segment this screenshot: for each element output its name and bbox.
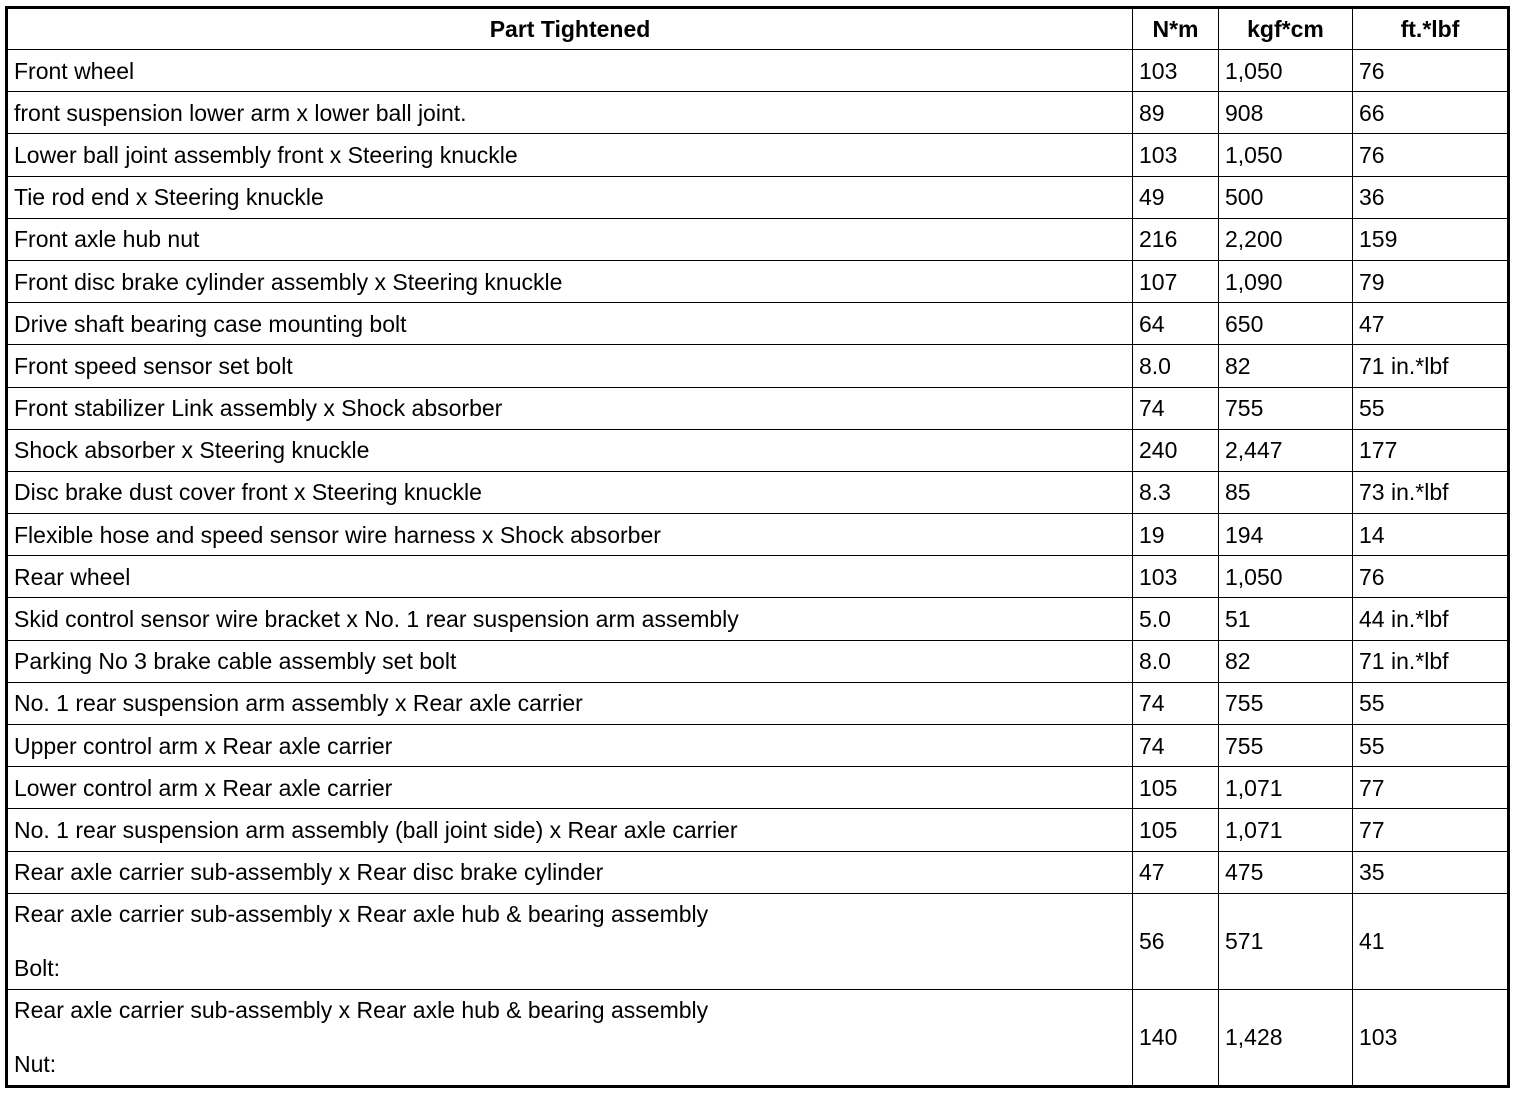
cell-ft-lbf: 66: [1353, 92, 1509, 134]
cell-part: [7, 893, 1133, 989]
cell-nm: 8.3: [1133, 471, 1219, 513]
cell-nm: 105: [1133, 809, 1219, 851]
cell-nm: 240: [1133, 429, 1219, 471]
cell-kgf-cm: 1,050: [1219, 134, 1353, 176]
cell-ft-lbf: 35: [1353, 851, 1509, 893]
cell-kgf-cm: 755: [1219, 682, 1353, 724]
table-row: [7, 556, 1509, 598]
table-row: [7, 303, 1509, 345]
cell-nm: 105: [1133, 767, 1219, 809]
cell-ft-lbf: 55: [1353, 725, 1509, 767]
cell-part: No. 1 rear suspension arm assembly x Rear axle carrier: [7, 682, 1133, 724]
cell-kgf-cm: 51: [1219, 598, 1353, 640]
cell-kgf-cm: 1,050: [1219, 50, 1353, 92]
cell-kgf-cm: 2,200: [1219, 218, 1353, 260]
cell-nm: 103: [1133, 556, 1219, 598]
table-row: [7, 176, 1509, 218]
table-row: [7, 387, 1509, 429]
cell-ft-lbf: 76: [1353, 50, 1509, 92]
cell-nm: 74: [1133, 682, 1219, 724]
cell-ft-lbf: 77: [1353, 767, 1509, 809]
header-ft-lbf: ft.*lbf: [1353, 8, 1509, 50]
cell-kgf-cm: 650: [1219, 303, 1353, 345]
cell-ft-lbf: 47: [1353, 303, 1509, 345]
table-row: [7, 640, 1509, 682]
table-row: [7, 989, 1509, 1086]
cell-part: Front stabilizer Link assembly x Shock absorber: [7, 387, 1133, 429]
table-row: [7, 682, 1509, 724]
cell-nm: 64: [1133, 303, 1219, 345]
table-row: [7, 725, 1509, 767]
cell-ft-lbf: 14: [1353, 514, 1509, 556]
cell-kgf-cm: 1,428: [1219, 989, 1353, 1086]
cell-ft-lbf: 76: [1353, 134, 1509, 176]
cell-nm: 47: [1133, 851, 1219, 893]
table-body: [7, 50, 1509, 1087]
cell-part: front suspension lower arm x lower ball joint.: [7, 92, 1133, 134]
cell-kgf-cm: 1,071: [1219, 767, 1353, 809]
cell-ft-lbf: 36: [1353, 176, 1509, 218]
torque-specification-table: [5, 6, 1510, 1088]
cell-part-sub-label: Nut:: [14, 1051, 57, 1078]
cell-part: Lower ball joint assembly front x Steering knuckle: [7, 134, 1133, 176]
cell-nm: 216: [1133, 218, 1219, 260]
cell-kgf-cm: 1,050: [1219, 556, 1353, 598]
cell-kgf-cm: 475: [1219, 851, 1353, 893]
cell-part: Disc brake dust cover front x Steering knuckle: [7, 471, 1133, 513]
cell-nm: 103: [1133, 134, 1219, 176]
cell-kgf-cm: 2,447: [1219, 429, 1353, 471]
cell-kgf-cm: 755: [1219, 387, 1353, 429]
cell-nm: 89: [1133, 92, 1219, 134]
cell-ft-lbf: 55: [1353, 387, 1509, 429]
table-row: [7, 50, 1509, 92]
table-row: [7, 767, 1509, 809]
cell-kgf-cm: 82: [1219, 345, 1353, 387]
cell-nm: 140: [1133, 989, 1219, 1086]
cell-ft-lbf: 159: [1353, 218, 1509, 260]
cell-ft-lbf: 41: [1353, 893, 1509, 989]
cell-ft-lbf: 73 in.*lbf: [1353, 471, 1509, 513]
cell-nm: 103: [1133, 50, 1219, 92]
cell-nm: 107: [1133, 260, 1219, 302]
table-row: [7, 893, 1509, 989]
cell-ft-lbf: 55: [1353, 682, 1509, 724]
table-row: [7, 429, 1509, 471]
header-kgf-cm: kgf*cm: [1219, 8, 1353, 50]
table-row: [7, 260, 1509, 302]
cell-nm: 5.0: [1133, 598, 1219, 640]
cell-nm: 19: [1133, 514, 1219, 556]
cell-kgf-cm: 571: [1219, 893, 1353, 989]
cell-part-line: Rear axle carrier sub-assembly x Rear axle hub & bearing assembly: [14, 997, 709, 1024]
cell-part: Lower control arm x Rear axle carrier: [7, 767, 1133, 809]
table-row: [7, 92, 1509, 134]
cell-ft-lbf: 71 in.*lbf: [1353, 345, 1509, 387]
cell-part: [7, 989, 1133, 1086]
table-row: [7, 851, 1509, 893]
cell-nm: 8.0: [1133, 640, 1219, 682]
cell-kgf-cm: 85: [1219, 471, 1353, 513]
cell-kgf-cm: 1,071: [1219, 809, 1353, 851]
cell-part: Tie rod end x Steering knuckle: [7, 176, 1133, 218]
cell-ft-lbf: 77: [1353, 809, 1509, 851]
cell-kgf-cm: 500: [1219, 176, 1353, 218]
header-nm: N*m: [1133, 8, 1219, 50]
cell-part: Upper control arm x Rear axle carrier: [7, 725, 1133, 767]
cell-ft-lbf: 71 in.*lbf: [1353, 640, 1509, 682]
table-row: [7, 345, 1509, 387]
cell-part: Parking No 3 brake cable assembly set bolt: [7, 640, 1133, 682]
cell-part: Shock absorber x Steering knuckle: [7, 429, 1133, 471]
cell-part: Front axle hub nut: [7, 218, 1133, 260]
cell-ft-lbf: 76: [1353, 556, 1509, 598]
cell-ft-lbf: 79: [1353, 260, 1509, 302]
header-part-tightened: Part Tightened: [7, 8, 1133, 50]
cell-part: Front speed sensor set bolt: [7, 345, 1133, 387]
cell-ft-lbf: 44 in.*lbf: [1353, 598, 1509, 640]
cell-kgf-cm: 908: [1219, 92, 1353, 134]
cell-part: Front disc brake cylinder assembly x Steering knuckle: [7, 260, 1133, 302]
cell-part-line: Rear axle carrier sub-assembly x Rear axle hub & bearing assembly: [14, 901, 709, 928]
cell-part-sub-label: Bolt:: [14, 955, 61, 982]
table-row: [7, 809, 1509, 851]
cell-kgf-cm: 194: [1219, 514, 1353, 556]
table-row: [7, 514, 1509, 556]
cell-kgf-cm: 1,090: [1219, 260, 1353, 302]
cell-nm: 8.0: [1133, 345, 1219, 387]
cell-part: No. 1 rear suspension arm assembly (ball joint side) x Rear axle carrier: [7, 809, 1133, 851]
cell-part: Drive shaft bearing case mounting bolt: [7, 303, 1133, 345]
table-row: [7, 471, 1509, 513]
cell-part: Skid control sensor wire bracket x No. 1 rear suspension arm assembly: [7, 598, 1133, 640]
cell-part: Rear wheel: [7, 556, 1133, 598]
cell-nm: 74: [1133, 725, 1219, 767]
table-header-row: [7, 8, 1509, 50]
table-row: [7, 134, 1509, 176]
cell-kgf-cm: 82: [1219, 640, 1353, 682]
cell-ft-lbf: 177: [1353, 429, 1509, 471]
table-row: [7, 598, 1509, 640]
cell-nm: 49: [1133, 176, 1219, 218]
cell-part: Rear axle carrier sub-assembly x Rear disc brake cylinder: [7, 851, 1133, 893]
cell-kgf-cm: 755: [1219, 725, 1353, 767]
cell-nm: 74: [1133, 387, 1219, 429]
table-row: [7, 218, 1509, 260]
cell-nm: 56: [1133, 893, 1219, 989]
cell-ft-lbf: 103: [1353, 989, 1509, 1086]
cell-part: Front wheel: [7, 50, 1133, 92]
cell-part: Flexible hose and speed sensor wire harness x Shock absorber: [7, 514, 1133, 556]
